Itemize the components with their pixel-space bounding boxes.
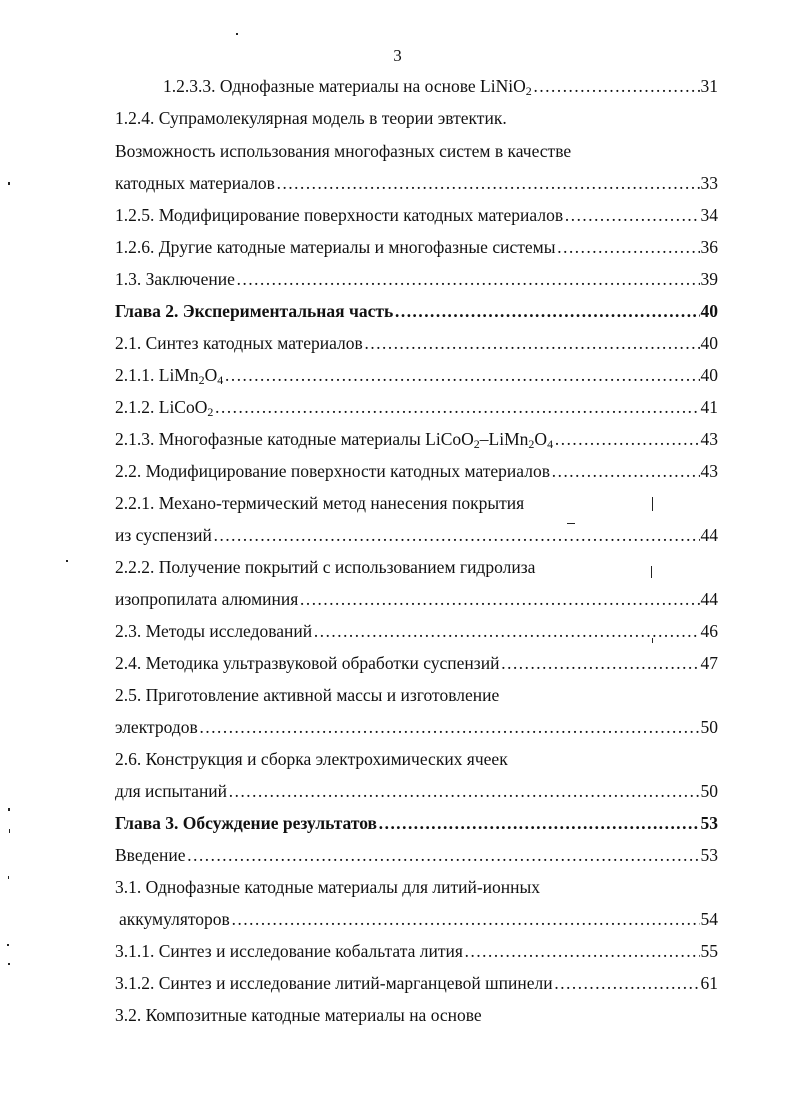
toc-entry: 2.3. Методы исследований ………………………………………………………………………………………………………………………………………………………… 46 <box>115 619 718 643</box>
toc-entry: 2.1.1. $LiMn_2O_4$ ………………………………………………………………………………………………………………………………………………………… 40 <box>115 363 718 387</box>
page-ref: 50 <box>700 717 718 737</box>
toc-entry: 2.1.2. LiCoO$_2$ ………………………………………………………………………………………………………………………………………………………… 41 <box>115 395 718 419</box>
toc-entry: 1.3. Заключение ………………………………………………………………………………………………………………………………………………………… 39 <box>115 267 718 291</box>
toc-entry: Возможность использования многофазных систем в качестве <box>115 141 572 161</box>
dot-leader <box>556 235 699 259</box>
scan-speck <box>652 497 653 511</box>
scan-speck <box>66 560 68 562</box>
scan-speck <box>7 944 9 946</box>
dot-leader <box>554 971 700 995</box>
toc-entry: электродов ………………………………………………………………………………………………………………………………………………………… 50 <box>115 715 718 739</box>
toc-entry: 2.2.1. Механо-термический метод нанесения покрытия <box>115 493 525 513</box>
scan-speck <box>652 638 653 643</box>
toc-entry: из суспензий ………………………………………………………………………………………………………………………………………………………… 44 <box>115 523 718 547</box>
toc-entry: катодных материалов ………………………………………………………………………………………………………………………………………………………… 33 <box>115 171 718 195</box>
dot-leader <box>378 811 700 835</box>
dot-leader <box>551 459 700 483</box>
dot-leader <box>313 619 699 643</box>
scan-speck <box>8 963 10 965</box>
toc-entry: аккумуляторов ………………………………………………………………………………………………………………………………………………………… 54 <box>119 907 718 931</box>
scan-speck <box>651 566 652 578</box>
page-ref: 50 <box>700 781 718 801</box>
page-ref: 43 <box>700 429 718 449</box>
dot-leader <box>276 171 700 195</box>
scan-speck <box>8 876 9 879</box>
scan-speck <box>567 523 575 524</box>
toc-entry: Введение ………………………………………………………………………………………………………………………………………………………… 53 <box>115 843 718 867</box>
page-number: 3 <box>393 46 402 65</box>
page-ref: 39 <box>700 269 718 289</box>
page-ref: 61 <box>700 973 718 993</box>
page-ref: 43 <box>700 461 718 481</box>
dot-leader <box>231 907 700 931</box>
dot-leader <box>564 203 699 227</box>
dot-leader <box>533 74 700 98</box>
page-ref: 53 <box>700 845 718 865</box>
toc-entry: 2.2.2. Получение покрытий с использованием гидролиза <box>115 557 536 577</box>
page-ref: 46 <box>700 621 718 641</box>
scan-speck <box>8 182 10 185</box>
toc-entry: 2.2. Модифицирование поверхности катодных материалов ………………………………………………………………………………………………………………………………………………………… 43 <box>115 459 718 483</box>
page-ref: 53 <box>700 813 718 833</box>
page-ref: 40 <box>700 301 718 321</box>
toc-entry: 2.1.3. Многофазные катодные материалы $LiCoO_2-LiMn_2O_4$ ………………………………………………………………………………………………………………………………………………………… 43 <box>115 427 718 451</box>
toc-entry: 1.2.6. Другие катодные материалы и многофазные системы ………………………………………………………………………………………………………………………………………………………… 36 <box>115 235 718 259</box>
dot-leader <box>236 267 700 291</box>
page-ref: 44 <box>700 525 718 545</box>
toc-chapter: Глава 2. Экспериментальная часть ………………………………………………………………………………………………………………………………………………………… 40 <box>115 299 718 323</box>
page-ref: 33 <box>700 173 718 193</box>
dot-leader <box>228 779 699 803</box>
dot-leader <box>464 939 700 963</box>
page-ref: 34 <box>700 205 718 225</box>
toc-entry: 2.1. Синтез катодных материалов ………………………………………………………………………………………………………………………………………………………… 40 <box>115 331 718 355</box>
toc-entry: 2.4. Методика ультразвуковой обработки суспензий ………………………………………………………………………………………………………………………………………………………… 47 <box>115 651 718 675</box>
scan-speck <box>236 33 238 35</box>
page-ref: 40 <box>700 333 718 353</box>
toc-entry: 2.6. Конструкция и сборка электрохимических ячеек <box>115 749 508 769</box>
toc-entry: 3.1.1. Синтез и исследование кобальтата лития ………………………………………………………………………………………………………………………………………………………… 55 <box>115 939 718 963</box>
scan-speck <box>9 829 10 833</box>
page-ref: 44 <box>700 589 718 609</box>
page-ref: 55 <box>700 941 718 961</box>
dot-leader <box>187 843 700 867</box>
page-ref: 36 <box>700 237 718 257</box>
dot-leader <box>394 299 699 323</box>
toc-entry: 1.2.3.3. Однофазные материалы на основе LiNiO$_2$ ………………………………………………………………………………………………………………………………………………………… 31 <box>163 74 718 98</box>
toc-entry: 1.2.4. Супрамолекулярная модель в теории эвтектик. <box>115 108 507 128</box>
page-ref: 40 <box>700 365 718 385</box>
page-ref: 54 <box>700 909 718 929</box>
toc-entry: 1.2.5. Модифицирование поверхности катодных материалов ………………………………………………………………………………………………………………………………………………………… 34 <box>115 203 718 227</box>
dot-leader <box>224 363 699 387</box>
scan-speck <box>8 808 10 811</box>
dot-leader <box>299 587 699 611</box>
dot-leader <box>500 651 699 675</box>
toc-chapter: Глава 3. Обсуждение результатов ………………………………………………………………………………………………………………………………………………………… 53 <box>115 811 718 835</box>
toc-entry: для испытаний ………………………………………………………………………………………………………………………………………………………… 50 <box>115 779 718 803</box>
toc-entry: изопропилата алюминия ………………………………………………………………………………………………………………………………………………………… 44 <box>115 587 718 611</box>
dot-leader <box>364 331 700 355</box>
toc-entry: 3.1.2. Синтез и исследование литий-марганцевой шпинели ………………………………………………………………………………………………………………………………………………………… 61 <box>115 971 718 995</box>
page-ref: 47 <box>700 653 718 673</box>
dot-leader <box>554 427 699 451</box>
toc-entry: 2.5. Приготовление активной массы и изготовление <box>115 685 500 705</box>
dot-leader <box>213 523 700 547</box>
page-ref: 31 <box>700 76 718 96</box>
dot-leader <box>199 715 700 739</box>
toc-entry: 3.2. Композитные катодные материалы на основе <box>115 1005 482 1025</box>
dot-leader <box>214 395 699 419</box>
toc-entry: 3.1. Однофазные катодные материалы для литий-ионных <box>115 877 541 897</box>
page-ref: 41 <box>700 397 718 417</box>
